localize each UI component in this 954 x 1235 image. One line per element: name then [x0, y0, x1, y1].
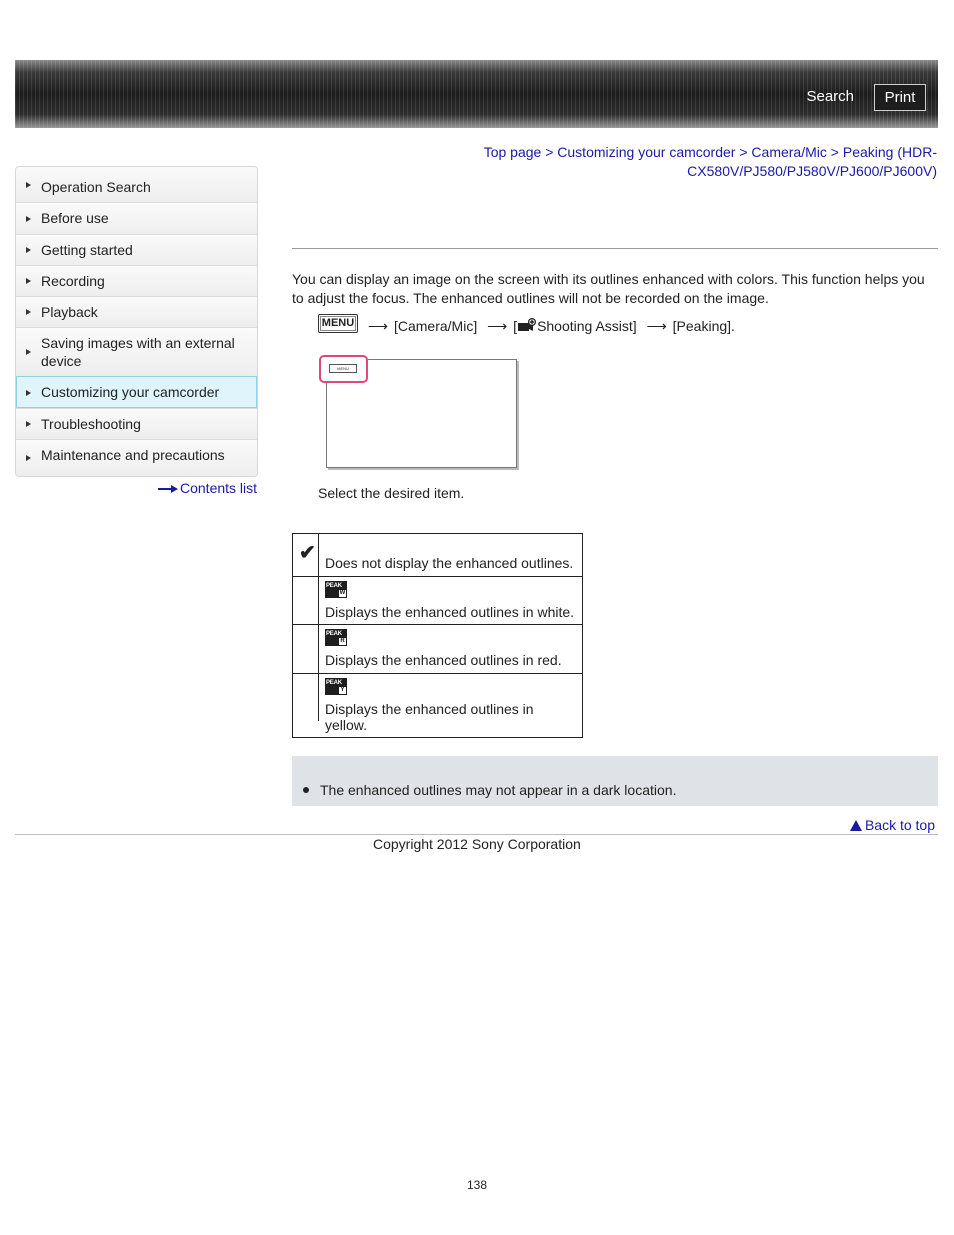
sidebar-item-playback[interactable] — [16, 296, 257, 327]
table-row — [293, 625, 583, 674]
bullet-icon — [303, 787, 309, 793]
back-to-top-label: Back to top — [864, 817, 935, 833]
breadcrumb-separator: > — [739, 144, 748, 160]
check-icon: ✔ — [299, 542, 316, 564]
option-off — [293, 534, 583, 577]
arrow-right-icon: ⟶ — [487, 318, 508, 334]
triangle-right-icon — [26, 309, 31, 315]
copyright-text: Copyright 2012 Sony Corporation — [373, 836, 581, 852]
sidebar-item-label: Recording — [41, 273, 105, 289]
sidebar-item-label: Before use — [41, 210, 109, 226]
triangle-right-icon — [26, 278, 31, 284]
breadcrumb-customizing[interactable]: Customizing your camcorder — [557, 144, 736, 160]
table-row — [293, 674, 583, 738]
sidebar-item-operation-search[interactable] — [16, 167, 257, 202]
breadcrumb-peaking[interactable]: Peaking (HDR-CX580V/PJ580/PJ580V/PJ600/PJ600V) — [687, 144, 937, 179]
table-row — [293, 577, 583, 625]
sidebar-item-troubleshooting[interactable] — [16, 408, 257, 439]
title-divider — [292, 248, 938, 249]
breadcrumb — [457, 143, 937, 181]
triangle-right-icon — [26, 247, 31, 253]
option-yellow — [293, 674, 583, 738]
step-shooting-assist: Shooting Assist] — [537, 318, 637, 334]
breadcrumb-top-page[interactable]: Top page — [483, 144, 542, 160]
sidebar-item-label: Maintenance and precautions — [41, 447, 225, 463]
option-desc: Displays the enhanced outlines in yellow. — [325, 701, 534, 733]
triangle-right-icon — [26, 390, 31, 396]
search-link[interactable]: Search — [806, 88, 854, 105]
header-bar — [15, 60, 938, 128]
page-number: 138 — [466, 1178, 488, 1192]
table-row-divider — [292, 576, 583, 577]
option-red — [293, 625, 583, 674]
step-camera-mic: [Camera/Mic] — [393, 318, 478, 334]
sidebar-item-saving-images[interactable] — [16, 327, 257, 376]
shooting-assist-icon — [517, 318, 537, 332]
breadcrumb-separator: > — [830, 144, 839, 160]
triangle-right-icon — [26, 216, 31, 222]
intro-paragraph: You can display an image on the screen with its outlines enhanced with colors. This function helps you to adjust the focus. The enhanced outlines will not be recorded on the image. — [292, 271, 925, 306]
option-desc: Displays the enhanced outlines in red. — [325, 652, 562, 668]
option-white — [293, 577, 583, 625]
note-box — [292, 756, 938, 806]
sidebar-item-label: Playback — [41, 304, 98, 320]
triangle-right-icon — [26, 421, 31, 427]
print-button[interactable]: Print — [874, 84, 926, 111]
sidebar-item-maintenance[interactable] — [16, 439, 257, 476]
triangle-up-icon — [850, 820, 862, 831]
menu-button-icon: MENU — [318, 314, 358, 333]
screen-menu-highlight — [319, 355, 368, 383]
footer-divider — [15, 834, 938, 835]
note-text: The enhanced outlines may not appear in a dark location. — [320, 782, 677, 798]
options-table — [292, 533, 583, 738]
sidebar-item-label: Operation Search — [41, 179, 151, 195]
sidebar-item-getting-started[interactable] — [16, 234, 257, 265]
sidebar-item-customizing[interactable] — [16, 376, 257, 408]
select-instruction: Select the desired item. — [318, 485, 465, 501]
arrow-right-icon — [158, 485, 178, 493]
contents-list-link[interactable] — [158, 480, 257, 496]
option-desc: Displays the enhanced outlines in white. — [325, 604, 575, 620]
arrow-right-icon: ⟶ — [367, 318, 388, 334]
sidebar-item-label: Customizing your camcorder — [41, 384, 220, 400]
menu-mini-icon: MENU — [329, 364, 357, 373]
arrow-right-icon: ⟶ — [646, 318, 667, 334]
triangle-right-icon — [26, 182, 31, 188]
sidebar-item-label: Getting started — [41, 242, 133, 258]
peak-yellow-icon: PEAK Y — [325, 678, 347, 695]
peak-white-icon: PEAK W — [326, 583, 346, 596]
sidebar-item-label: Troubleshooting — [41, 416, 141, 432]
back-to-top-link[interactable] — [850, 817, 935, 833]
step-bracket: [ — [513, 318, 518, 334]
sidebar-item-label: Saving images with an external device — [41, 335, 235, 369]
table-row — [293, 534, 583, 577]
table-column-divider — [318, 534, 319, 721]
menu-step — [318, 313, 735, 333]
option-desc: Does not display the enhanced outlines. — [325, 555, 574, 571]
step-peaking: [Peaking]. — [672, 318, 735, 334]
sidebar-nav — [15, 166, 258, 477]
triangle-right-icon — [26, 455, 31, 461]
peak-red-icon: PEAK R — [325, 629, 347, 646]
sidebar-item-before-use[interactable] — [16, 202, 257, 234]
breadcrumb-camera-mic[interactable]: Camera/Mic — [751, 144, 827, 160]
triangle-right-icon — [26, 349, 31, 355]
contents-list-label: Contents list — [180, 480, 258, 496]
sidebar-item-recording[interactable] — [16, 265, 257, 296]
breadcrumb-separator: > — [545, 144, 554, 160]
